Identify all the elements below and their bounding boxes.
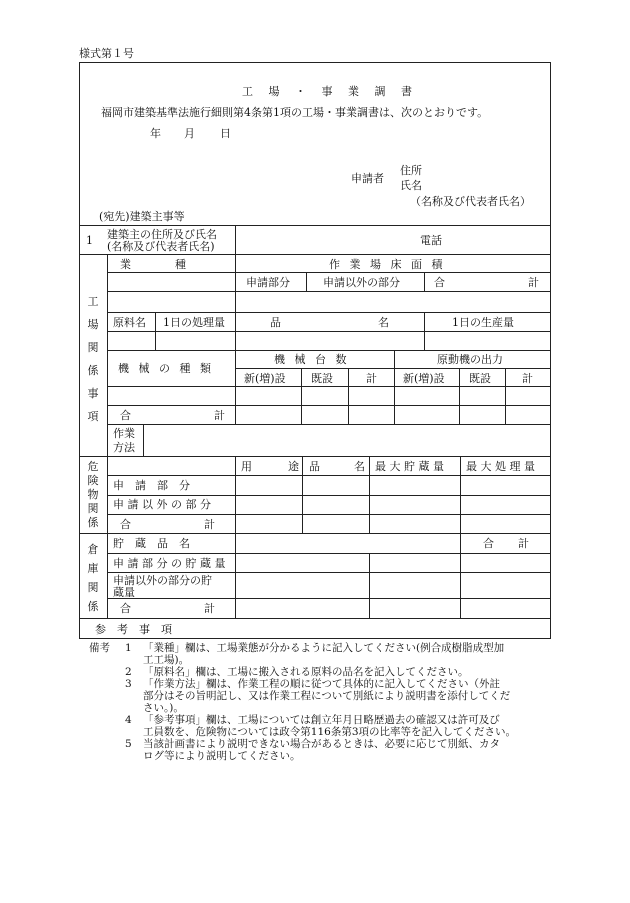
rule — [369, 456, 370, 533]
total-header-l: 合 — [434, 276, 445, 289]
rule — [459, 368, 460, 424]
rule — [460, 456, 461, 618]
applied-storage-label: 申 請 部 分 の 貯 蔵 量 — [113, 557, 226, 570]
applicant-name-label: 氏名 — [400, 179, 422, 192]
builder-label-line1: 建築主の住所及び氏名 — [107, 228, 217, 241]
rule — [302, 456, 303, 533]
factory-total-r: 計 — [214, 409, 225, 422]
warehouse-sum-l: 合 — [120, 602, 131, 615]
product-name-header-r: 名 — [378, 316, 389, 329]
note-number: 4 — [125, 714, 132, 726]
note-line: 当該計画書により説明できない場合があるときは、必要に応じて別紙、カタ — [143, 738, 500, 750]
rule — [348, 368, 349, 424]
hazard-total-l: 合 — [120, 518, 131, 531]
machine-count-header: 機 械 台 数 — [274, 353, 350, 366]
applicant-label: 申請者 — [351, 172, 384, 185]
rule — [107, 291, 551, 292]
hazard-section-label: 危 険 物 関 係 — [87, 460, 99, 529]
rule — [235, 456, 236, 618]
note-line: 工員数を、危険物については政令第116条第3項の比率等を記入してください。 — [143, 726, 517, 738]
rule — [424, 312, 425, 350]
date-year: 年 — [150, 127, 161, 140]
stored-item-header: 貯 蔵 品 名 — [113, 537, 190, 550]
note-line: ログ等により説明してください。 — [143, 750, 301, 762]
rule — [107, 405, 551, 406]
total-header-r: 計 — [528, 276, 539, 289]
rule — [107, 598, 551, 599]
product-name-header-l: 品 — [270, 316, 281, 329]
raw-material-header: 原料名 — [113, 316, 146, 329]
work-method-label-1: 作業 — [113, 427, 135, 440]
note-line: 工工場)。 — [143, 654, 190, 666]
warehouse-section-label: 倉 庫 関 係 — [87, 543, 99, 613]
rule — [235, 368, 551, 369]
hazard-applied-part: 申 請 部 分 — [113, 479, 190, 492]
item-name-header-r: 名 — [354, 460, 365, 473]
rule — [143, 424, 144, 456]
item-name-header-l: 品 — [309, 460, 320, 473]
addressee: (宛先)建築主事等 — [99, 210, 185, 223]
factory-total-l: 合 — [120, 409, 131, 422]
note-number: 1 — [125, 642, 132, 654]
usage-header-l: 用 — [241, 460, 252, 473]
note-number: 2 — [125, 666, 132, 678]
rule — [79, 225, 551, 226]
rule — [107, 386, 551, 387]
rule — [107, 272, 551, 273]
rule — [235, 225, 236, 254]
daily-processing-header: 1日の処理量 — [163, 316, 225, 329]
work-method-label-2: 方法 — [113, 441, 135, 454]
rule — [107, 514, 551, 515]
builder-label-line2: (名称及び代表者氏名) — [107, 240, 215, 253]
form-title: 工 場 ・ 事 業 調 書 — [242, 85, 418, 98]
warehouse-sum-r: 計 — [204, 602, 215, 615]
rule — [107, 475, 551, 476]
row1-number: 1 — [86, 234, 93, 247]
warehouse-total-header-r: 計 — [518, 537, 529, 550]
notes-label: 備考 — [89, 642, 110, 654]
note-number: 5 — [125, 738, 132, 750]
rule — [79, 254, 551, 255]
rule — [505, 368, 506, 424]
rule — [79, 618, 551, 619]
motor-sum-header: 計 — [522, 372, 533, 385]
factory-section-label: 工 場 関 係 事 項 — [87, 295, 99, 423]
note-line: 「作業方法」欄は、作業工程の順に従つて具体的に記入してください（外註 — [143, 678, 500, 690]
max-storage-header: 最 大 貯 蔵 量 — [375, 460, 444, 473]
motor-output-header: 原動機の出力 — [437, 353, 503, 366]
usage-header-r: 途 — [288, 460, 299, 473]
rule — [79, 533, 551, 534]
rule — [301, 368, 302, 424]
rule — [306, 272, 307, 291]
rule — [79, 456, 551, 457]
form-number: 様式第１号 — [79, 47, 134, 60]
machine-new-header: 新(増)設 — [244, 372, 286, 385]
rule — [235, 350, 236, 424]
rule — [107, 495, 551, 496]
applicant-address-label: 住所 — [400, 164, 422, 177]
rule — [155, 312, 156, 350]
rule — [107, 553, 551, 554]
hazard-total-r: 計 — [204, 518, 215, 531]
rule — [107, 254, 108, 618]
daily-production-header: 1日の生産量 — [452, 316, 514, 329]
rule — [369, 553, 370, 618]
note-line: 部分はその旨明記し、又は作業工程について別紙により説明書を添付してくだ — [143, 690, 511, 702]
applied-part-header: 申請部分 — [246, 276, 290, 289]
max-processing-header: 最 大 処 理 量 — [466, 460, 535, 473]
note-line: さい。)。 — [143, 702, 184, 714]
rule — [107, 350, 551, 351]
rule — [394, 350, 395, 424]
warehouse-total-header-l: 合 — [483, 537, 494, 550]
rule — [235, 254, 236, 312]
business-type-header: 業 種 — [120, 258, 186, 271]
other-part-header: 申請以外の部分 — [323, 276, 400, 289]
machine-existing-header: 既設 — [311, 372, 333, 385]
rule — [107, 331, 551, 332]
work-floor-area-header: 作 業 場 床 面 積 — [329, 258, 446, 271]
date-month: 月 — [184, 127, 195, 140]
note-line: 「業種」欄は、工場業態が分かるように記入してください(例合成樹脂成型加 — [143, 642, 505, 654]
motor-existing-header: 既設 — [469, 372, 491, 385]
note-line: 「参考事項」欄は、工場については創立年月日略歴過去の確認又は許可及び — [143, 714, 500, 726]
phone-label: 電話 — [420, 234, 442, 247]
rule — [107, 572, 551, 573]
rule — [107, 424, 551, 425]
intro-text: 福岡市建築基準法施行細則第4条第1項の工場・事業調書は、次のとおりです。 — [101, 106, 489, 119]
reference-items-label: 参 考 事 項 — [95, 623, 172, 636]
machine-sum-header: 計 — [366, 372, 377, 385]
rule — [107, 312, 551, 313]
note-line: 「原料名」欄は、工場に搬入される原料の品名を記入してください。 — [143, 666, 469, 678]
applicant-name-note: （名称及び代表者氏名） — [410, 195, 531, 208]
note-number: 3 — [125, 678, 132, 690]
motor-new-header: 新(増)設 — [403, 372, 445, 385]
date-day: 日 — [220, 127, 231, 140]
hazard-other-part: 申 請 以 外 の 部 分 — [113, 498, 211, 511]
machine-type-header: 機 械 の 種 類 — [118, 362, 214, 375]
rule — [424, 272, 425, 291]
other-storage-label-1: 申請以外の部分の貯 — [113, 574, 212, 587]
rule — [235, 312, 236, 350]
other-storage-label-2: 蔵量 — [113, 586, 135, 599]
